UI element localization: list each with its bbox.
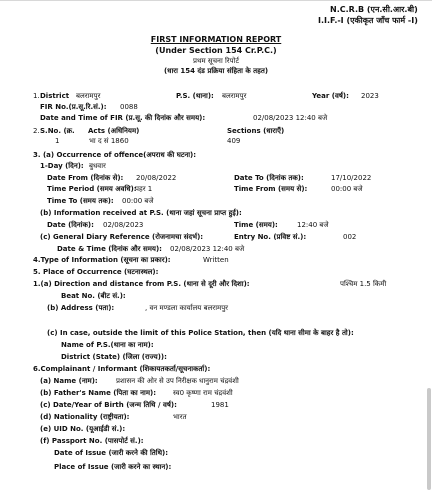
- time-to-label: Time To (समय तक):: [47, 197, 114, 205]
- date-to-label: Date To (दिनांक तक):: [234, 174, 304, 182]
- document-title: FIRST INFORMATION REPORT: [150, 35, 282, 44]
- beat-no-label: Beat No. (बीट सं.):: [61, 292, 126, 300]
- nationality-value: भारत: [173, 413, 187, 421]
- row-section: 409: [227, 137, 241, 145]
- hindi-subtitle: (धारा 154 दंड प्रक्रिया संहिता के तहत): [163, 67, 269, 75]
- district-value: बलरामपुर: [76, 92, 101, 100]
- birth-date-value: 1981: [211, 401, 229, 409]
- district-label: District: [40, 92, 70, 100]
- received-date-label: Date (दिनांक):: [47, 221, 94, 229]
- day-label: 1-Day (दिन):: [40, 162, 84, 170]
- acts-header: Acts (अधिनियम): [88, 127, 140, 135]
- address-label: (b) Address (पता):: [47, 304, 115, 312]
- top-border: [0, 0, 432, 1]
- document-subtitle: (Under Section 154 Cr.P.C.): [155, 46, 277, 55]
- fir-date-label: Date and Time of FIR (प्र.सू. की दिनांक और समय):: [40, 114, 206, 122]
- info-type-label: 4.Type of Information (सूचना का प्रकार):: [33, 256, 171, 264]
- row-sno: 1: [55, 137, 60, 145]
- row-act: भा द सं 1860: [89, 137, 129, 145]
- direction-label: 1.(a) Direction and distance from P.S. (थाना से दूरी और दिशा):: [33, 280, 250, 288]
- passport-label: (f) Passport No. (पासपोर्ट सं.):: [40, 437, 144, 445]
- other-district-label: District (State) (जिला (राज्य)):: [61, 353, 167, 361]
- sno-header: S.No. (क्र.: [40, 127, 75, 135]
- info-type-value: Written: [203, 256, 229, 264]
- issue-place-label: Place of Issue (जारी करने का स्थान):: [54, 463, 172, 471]
- date-from-value: 20/08/2022: [136, 174, 177, 182]
- gd-reference-label: (c) General Diary Reference (रोजनामचा संदर्भ):: [40, 233, 204, 241]
- time-from-label: Time From (समय से):: [234, 185, 308, 193]
- time-from-value: 00:00 बजे: [331, 185, 363, 193]
- time-period-value: पहर 1: [135, 185, 153, 193]
- fir-number-value: 0088: [120, 103, 138, 111]
- birth-date-label: (c) Date/Year of Birth (जन्म तिथि / वर्ष):: [40, 401, 177, 409]
- year-label: Year (वर्ष):: [312, 92, 349, 100]
- ps-label: P.S. (थाना):: [176, 92, 214, 100]
- complainant-heading: 6.Complainant / Informant (शिकायतकर्ता/सूचनाकर्ता):: [33, 365, 211, 373]
- place-heading: 5. Place of Occurrence (घटनास्थल):: [33, 268, 159, 276]
- received-time-value: 12:40 बजे: [297, 221, 329, 229]
- direction-value: पश्चिम 1.5 किमी: [340, 280, 387, 288]
- received-date-value: 02/08/2023: [103, 221, 144, 229]
- sec2-number: 2.: [33, 127, 40, 135]
- gd-datetime-label: Date & Time (दिनांक और समय):: [57, 245, 162, 253]
- day-value: बुधवार: [89, 162, 106, 170]
- hindi-title: प्रथम सूचना रिपोर्ट: [193, 57, 239, 65]
- time-period-label: Time Period (समय अवधि):: [47, 185, 137, 193]
- father-name-value: स्व0 कृष्णा राम चंद्रवंशी: [173, 389, 233, 397]
- occurrence-heading: 3. (a) Occurrence of offence(अपराध की घटना):: [33, 151, 197, 159]
- uid-label: (e) UID No. (यूआईडी सं.):: [40, 425, 126, 433]
- sec1-number: 1.: [33, 92, 40, 100]
- complainant-name-label: (a) Name (नाम):: [40, 377, 98, 385]
- received-time-label: Time (समय):: [234, 221, 278, 229]
- nationality-label: (d) Nationality (राष्ट्रीयता):: [40, 413, 130, 421]
- date-from-label: Date From (दिनांक से):: [47, 174, 124, 182]
- entry-no-value: 002: [343, 233, 357, 241]
- complainant-name-value: प्रशासन की ओर से उप निरीक्षक धानुराम चंद्रवंशी: [116, 377, 239, 385]
- vertical-scrollbar[interactable]: [427, 388, 431, 490]
- outside-ps-label: (c) In case, outside the limit of this Police Station, then (यदि थाना सीमा के बाहर है तो):: [47, 329, 354, 337]
- other-ps-name-label: Name of P.S.(थाना का नाम):: [61, 341, 154, 349]
- fir-number-label: FIR No.(प्र.सू.रि.सं.):: [40, 103, 107, 111]
- sections-header: Sections (धाराएँ): [227, 127, 285, 135]
- date-to-value: 17/10/2022: [331, 174, 372, 182]
- year-value: 2023: [361, 92, 379, 100]
- info-received-label: (b) Information received at P.S. (थाना जहां सूचना प्राप्त हुई):: [40, 209, 242, 217]
- ncrb-label: N.C.R.B (एन.सी.आर.बी): [330, 5, 418, 14]
- gd-datetime-value: 02/08/2023 12:40 बजे: [170, 245, 245, 253]
- address-value: , वन मण्डला कार्यालय बलरामपुर: [145, 304, 229, 312]
- issue-date-label: Date of Issue (जारी करने की तिथि):: [54, 449, 169, 457]
- time-to-value: 00:00 बजे: [122, 197, 154, 205]
- iif-label: I.I.F.-I (एकीकृत जाँच फार्म -I): [318, 16, 418, 25]
- father-name-label: (b) Father's Name (पिता का नाम):: [40, 389, 157, 397]
- ps-value: बलरामपुर: [222, 92, 247, 100]
- entry-no-label: Entry No. (प्रविष्ट सं.):: [234, 233, 307, 241]
- fir-date-value: 02/08/2023 12:40 बजे: [253, 114, 328, 122]
